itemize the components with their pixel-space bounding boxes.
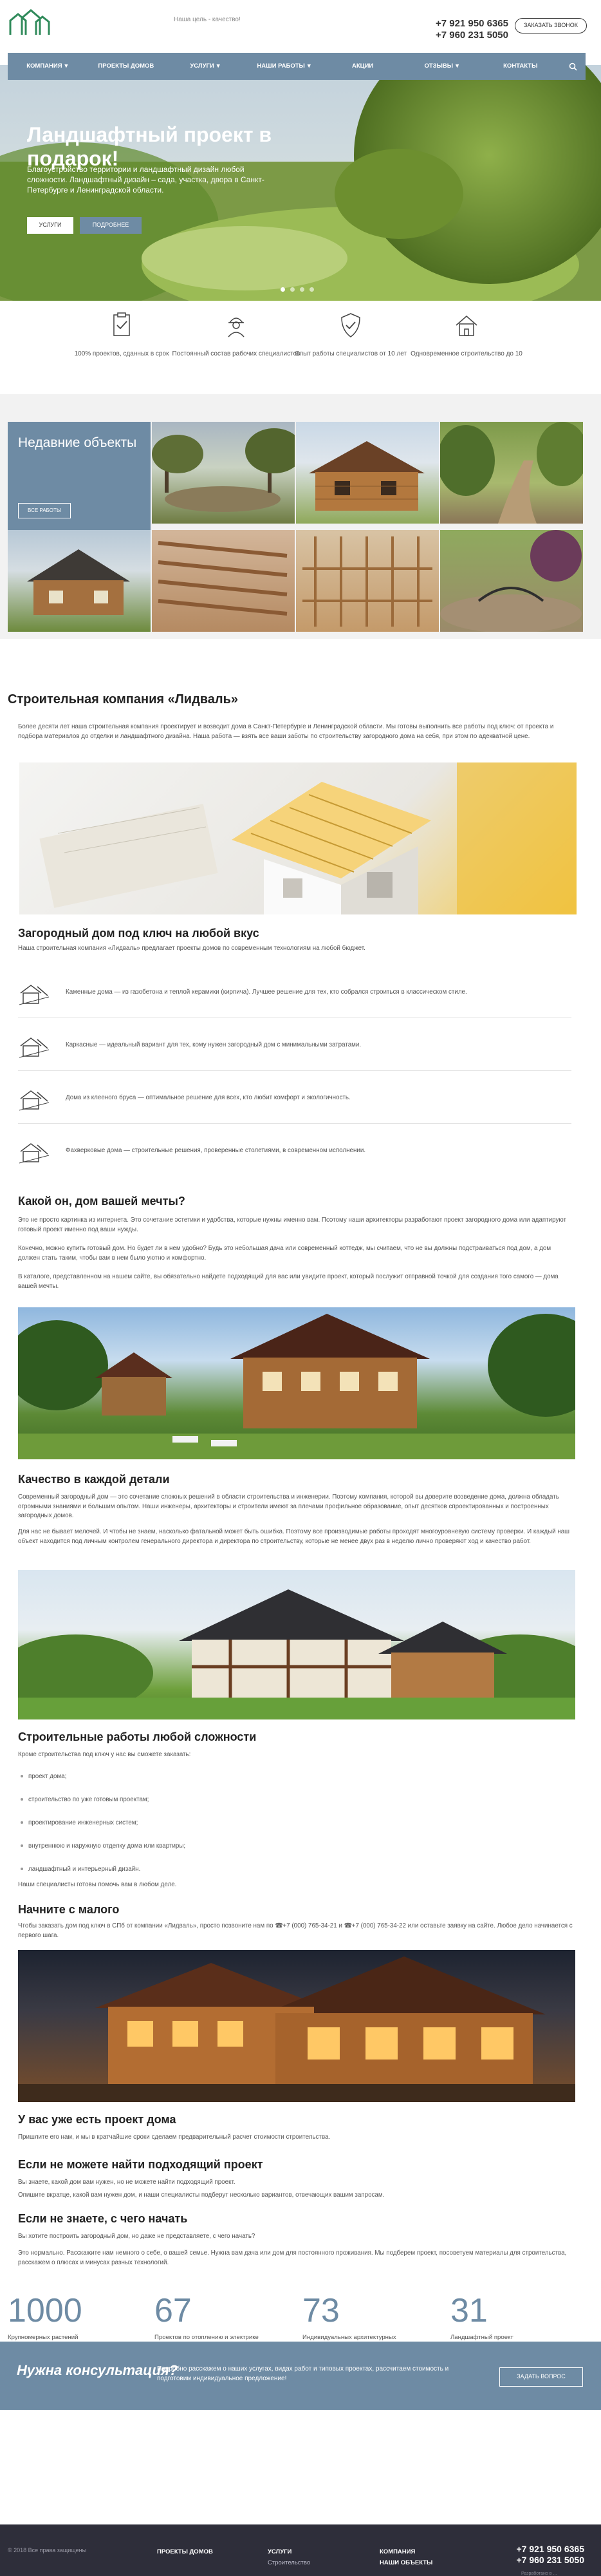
dream-paragraph: В каталоге, представленном на нашем сайте, вы обязательно найдете подходящий для вас или увидите проект, который послужит отправной точкой для создания того самого — дома вашей мечты. <box>18 1273 559 1290</box>
slider-dot[interactable] <box>290 287 295 292</box>
gallery-photo[interactable] <box>152 530 295 632</box>
gallery-photo[interactable] <box>152 422 295 524</box>
footer-phones <box>502 2544 584 2566</box>
copyright: © 2018 Все права защищены <box>8 2547 87 2553</box>
footer-link-construction[interactable]: Строительство <box>268 2559 311 2567</box>
house-type-text: Дома из клееного бруса — оптимальное решение для всех, кто любит комфорт и экологичность. <box>66 1094 351 1101</box>
main-nav <box>8 53 586 80</box>
gallery-title: Недавние объекты <box>18 435 137 450</box>
quality-house-drawing <box>18 1570 575 1719</box>
house-blueprint-icon <box>18 980 50 1006</box>
house-blueprint-icon <box>18 1033 50 1059</box>
stat-number: 67 <box>154 2292 192 2329</box>
cant-find-text: Вы знаете, какой дом вам нужен, но не можете найти подходящий проект. <box>18 2179 236 2186</box>
dream-title: Какой он, дом вашей мечты? <box>18 1195 185 1208</box>
house-type-text: Каменные дома — из газобетона и теплой керамики (кирпича). Лучшее решение для тех, кто собрался строиться в классическом стиле. <box>66 989 467 996</box>
dream-house-image <box>18 1307 575 1459</box>
bullet <box>21 1844 23 1847</box>
works-title: Строительные работы любой сложности <box>18 1730 257 1743</box>
bullet <box>21 1821 23 1824</box>
footer-link-company[interactable]: КОМПАНИЯ <box>380 2548 416 2555</box>
nav-item-services[interactable]: УСЛУГИ ▾ <box>190 62 220 70</box>
gallery-photo[interactable] <box>8 530 151 632</box>
hero-subtitle: Благоустройство территории и ландшафтный дизайн любой сложности. Ландшафтный дизайн – сада, участка, двора в Санкт-Петербурге и Ленинградской области. <box>27 165 264 195</box>
house-type-text: Каркасные — идеальный вариант для тех, кому нужен загородный дом с минимальными затратами. <box>66 1041 362 1048</box>
header-phones <box>425 18 508 41</box>
evening-house-drawing <box>18 1950 575 2102</box>
hero-slider <box>0 65 601 301</box>
bullet <box>21 1868 23 1870</box>
house-type-item <box>18 980 571 1010</box>
chevron-down-icon: ▾ <box>456 62 459 70</box>
quality-title: Качество в каждой детали <box>18 1473 170 1486</box>
nav-item-contacts[interactable]: КОНТАКТЫ <box>503 62 538 70</box>
developer-credit[interactable]: Разработано в ... <box>521 2571 557 2576</box>
clipboard-check-icon <box>107 311 136 339</box>
footer-link-services[interactable]: УСЛУГИ <box>268 2548 292 2555</box>
consult-text: Подробно расскажем о наших услугах, видах работ и типовых проектах, рассчитаем стоимость и подготовим индивидуальное предложение! <box>157 2365 449 2382</box>
phone-2[interactable]: +7 960 231 5050 <box>435 30 508 41</box>
gallery-photo[interactable] <box>296 530 439 632</box>
slogan: Наша цель - качество! <box>174 16 241 23</box>
footer-col-company <box>380 2546 432 2568</box>
works-list-item: проектирование инженерных систем; <box>21 1819 138 1828</box>
slider-dot[interactable] <box>281 287 285 292</box>
all-works-button[interactable]: ВСЕ РАБОТЫ <box>18 503 71 518</box>
stat-label: Крупномерных растений <box>8 2334 79 2341</box>
cant-find-text: Опишите вкратце, какой вам нужен дом, и наши специалисты подберут несколько вариантов, отвечающих вашим запросам. <box>18 2192 385 2199</box>
feature-item <box>399 311 534 359</box>
house-model-drawing <box>19 762 577 914</box>
evening-house-image <box>18 1950 575 2102</box>
house-type-item <box>18 1086 571 1115</box>
gallery-photo[interactable] <box>440 530 583 632</box>
photo-site <box>152 422 295 524</box>
footer-col-services <box>268 2546 310 2568</box>
house-blueprint-icon <box>18 1139 50 1164</box>
feature-label: 100% проектов, сданных в срок <box>74 350 169 357</box>
start-text: Чтобы заказать дом под ключ в СПб от компании «Лидваль», просто позвоните нам по ☎+7 (000) 765-34-21 и ☎+7 (000) 765-34-22 или оставьте заявку на сайте. Любое дело начинается с первого шага. <box>18 1922 573 1939</box>
house-model-image <box>19 762 577 914</box>
nav-item-company[interactable]: КОМПАНИЯ ▾ <box>26 62 68 70</box>
company-text: Более десяти лет наша строительная компания проектирует и возводит дома в Санкт-Петербурге и Ленинградской области. Мы готовы выполнить все работы под ключ: от проекта и подбора материалов до отделки и ландшафтного дизайна. Наша работа — взять все ваши заботы по строительству загородного дома на себя, при этом по адекватной цене. <box>18 723 554 740</box>
photo-frame <box>296 530 439 632</box>
slider-dot[interactable] <box>310 287 314 292</box>
photo-patio <box>440 530 583 632</box>
dream-paragraph: Конечно, можно купить готовый дом. Но будет ли в нем удобно? Будь это небольшая дача или современный коттедж, мы считаем, что не вы должны подстраиваться под дом, а дом должен стать таким, чтобы вам в нем было уютно и комфортно. <box>18 1245 551 1262</box>
have-project-text: Пришлите его нам, и мы в кратчайшие сроки сделаем предварительный расчет стоимости строительства. <box>18 2134 331 2141</box>
divider <box>18 1070 571 1071</box>
footer <box>0 2524 601 2576</box>
call-request-button[interactable]: ЗАКАЗАТЬ ЗВОНОК <box>515 18 587 33</box>
cant-find-title: Если не можете найти подходящий проект <box>18 2158 263 2171</box>
stat-number: 73 <box>302 2292 340 2329</box>
consult-title: Нужна консультация? <box>17 2362 178 2378</box>
works-list-item: внутреннюю и наружную отделку дома или квартиры; <box>21 1842 185 1851</box>
divider <box>18 1123 571 1124</box>
feature-label: Постоянный состав рабочих специалистов <box>172 350 300 357</box>
photo-timber <box>152 530 295 632</box>
chevron-down-icon: ▾ <box>216 62 220 70</box>
phone-1[interactable]: +7 921 950 6365 <box>435 18 508 29</box>
quality-paragraph: Для нас не бывает мелочей. И чтобы не знаем, насколько фатальной может быть ошибка. Поэтому все производимые работы проходят многоуровневую систему проверки. И каждый наш объект находится под личным контролем генерального директора и директора по строительству, которые не менее двух раз в неделю лично проверяют ход и качество работ. <box>18 1528 570 1545</box>
chevron-down-icon: ▾ <box>64 62 68 70</box>
stat-label: Ландшафтный проект <box>450 2334 513 2341</box>
dont-know-text: Вы хотите построить загородный дом, но даже не представляете, с чего начать? <box>18 2233 255 2240</box>
works-list-item: проект дома; <box>21 1772 66 1781</box>
hero-services-button[interactable]: УСЛУГИ <box>27 217 73 234</box>
search-icon[interactable] <box>560 62 586 71</box>
consult-banner <box>0 2342 601 2410</box>
house-icon <box>452 311 481 339</box>
nav-item-projects[interactable]: ПРОЕКТЫ ДОМОВ <box>98 62 154 70</box>
slider-dot[interactable] <box>300 287 304 292</box>
feature-item <box>283 311 418 359</box>
works-intro: Кроме строительства под ключ у нас вы сможете заказать: <box>18 1751 191 1758</box>
hero-more-button[interactable]: ПОДРОБНЕЕ <box>80 217 142 234</box>
house-type-text: Фахверковые дома — строительные решения, проверенные столетиями, в современном исполнении. <box>66 1147 366 1154</box>
quality-paragraph: Современный загородный дом — это сочетание сложных решений в области строительства и инженерии. Поэтому компания, которой вы доверите возведение дома, должна обладать огромными знаниями и большим опытом. Наши инженеры, архитекторы и строители имеют за плечами профильное образование, опыт десятков спроектированных и построенных загородных домов. <box>18 1493 559 1520</box>
photo-house-lake <box>8 530 151 632</box>
quality-house-image <box>18 1570 575 1719</box>
works-list-item: строительство по уже готовым проектам; <box>21 1795 149 1804</box>
company-title: Строительная компания «Лидваль» <box>8 692 239 706</box>
nav-item-works[interactable]: НАШИ РАБОТЫ ▾ <box>257 62 311 70</box>
shield-check-icon <box>337 311 365 339</box>
worker-icon <box>222 311 250 339</box>
hero-title: Ландшафтный проект в подарок! <box>27 123 272 170</box>
house-blueprint-icon <box>18 1086 50 1112</box>
feature-label: Одновременное строительство до 10 <box>411 350 522 357</box>
gallery-photo[interactable] <box>296 422 439 524</box>
country-house-intro: Наша строительная компания «Лидваль» предлагает проекты домов по современным технологиям на любой бюджет. <box>18 945 365 952</box>
photo-log-house <box>296 422 439 524</box>
bullet <box>21 1775 23 1777</box>
start-title: Начните с малого <box>18 1903 120 1916</box>
slider-dots <box>281 287 314 292</box>
bullet <box>21 1798 23 1801</box>
dont-know-text: Это нормально. Расскажите нам немного о себе, о вашей семье. Нужна вам дача или дом для постоянного проживания. Мы подберем проект, посоветуем материалы для строительства, расскажем о плюсах и минусах разных технологий. <box>18 2249 567 2266</box>
country-house-title: Загородный дом под ключ на любой вкус <box>18 927 259 940</box>
works-list-item: ландшафтный и интерьерный дизайн. <box>21 1865 140 1874</box>
stat-number: 31 <box>450 2292 488 2329</box>
logo[interactable] <box>8 9 50 37</box>
gallery-photo[interactable] <box>440 422 583 524</box>
stat-label: Индивидуальных архитектурных <box>302 2334 396 2341</box>
footer-link-objects[interactable]: НАШИ ОБЪЕКТЫ <box>380 2559 433 2567</box>
feature-label: Опыт работы специалистов от 10 лет <box>294 350 407 357</box>
works-outro: Наши специалисты готовы помочь вам в любом деле. <box>18 1881 177 1888</box>
have-project-title: У вас уже есть проект дома <box>18 2113 176 2126</box>
photo-garden-path <box>440 422 583 524</box>
ask-question-button[interactable]: ЗАДАТЬ ВОПРОС <box>499 2367 583 2387</box>
footer-phone-2[interactable]: +7 960 231 5050 <box>516 2554 584 2565</box>
stat-item <box>8 2294 136 2342</box>
footer-phone-1[interactable]: +7 921 950 6365 <box>516 2544 584 2554</box>
stat-number: 1000 <box>8 2292 82 2329</box>
dream-paragraph: Это не просто картинка из интернета. Это сочетание эстетики и удобства, которые нужны именно вам. Поэтому наши архитекторы разработают проект загородного дома или адаптируют готовый проект именно под ваши нужды. <box>18 1217 566 1233</box>
dont-know-title: Если не знаете, с чего начать <box>18 2212 188 2225</box>
chevron-down-icon: ▾ <box>307 62 311 70</box>
dream-house-drawing <box>18 1307 575 1459</box>
house-type-item <box>18 1033 571 1063</box>
stat-item <box>450 2294 566 2342</box>
nav-item-reviews[interactable]: ОТЗЫВЫ ▾ <box>424 62 459 70</box>
nav-item-promo[interactable]: АКЦИИ <box>351 62 374 70</box>
footer-link-projects[interactable]: ПРОЕКТЫ ДОМОВ <box>157 2548 213 2555</box>
house-type-item <box>18 1139 571 1168</box>
stat-label: Проектов по отоплению и электрике <box>154 2334 259 2341</box>
